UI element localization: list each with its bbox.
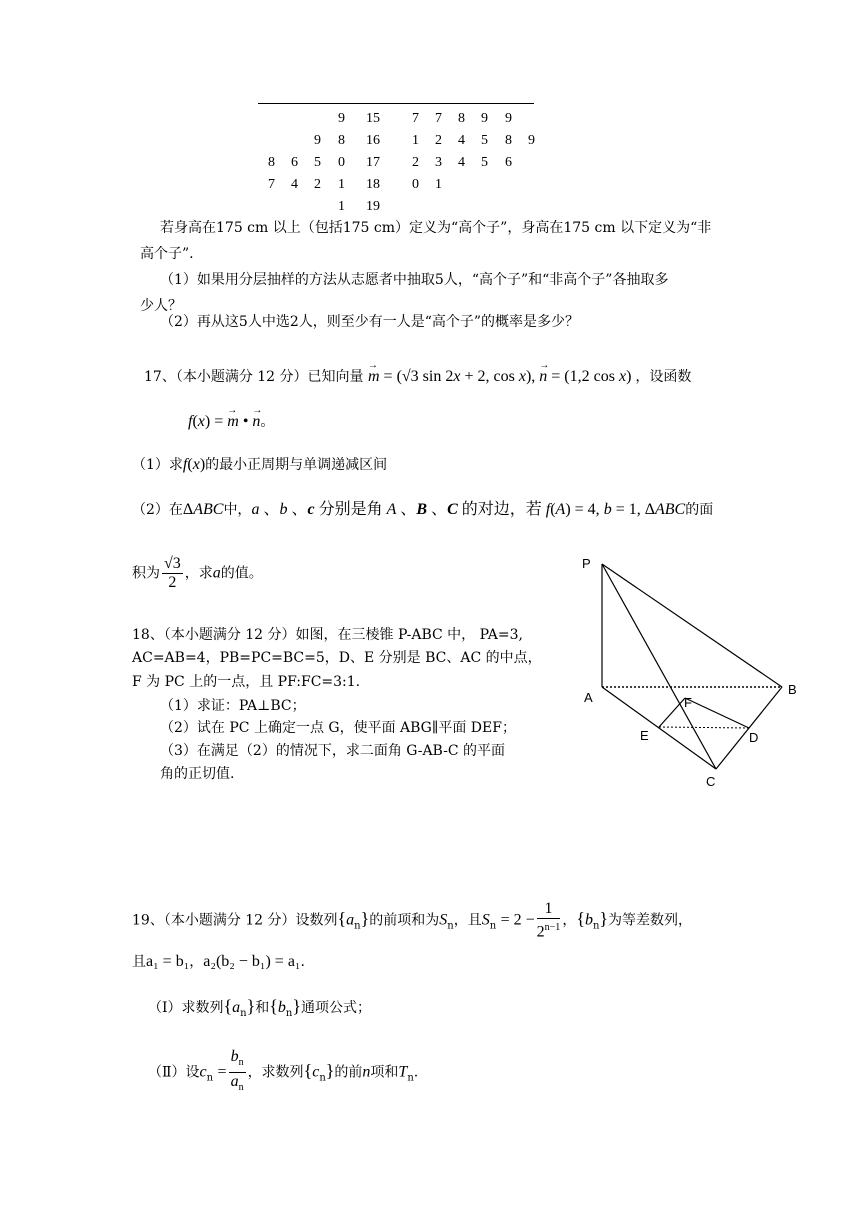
q18-part1: （1）求证：PA⊥BC； bbox=[160, 698, 306, 714]
left-leaf: 9 bbox=[314, 133, 321, 148]
stem-leaf-top-rule bbox=[258, 103, 534, 104]
q19-part2-end: . bbox=[413, 1064, 419, 1081]
stem-leaf-row bbox=[258, 177, 534, 199]
q18-line2: AC=AB=4，PB=PC=BC=5，D、E 分别是 BC、AC 的中点， bbox=[132, 650, 542, 666]
q19-fraction bbox=[537, 900, 561, 941]
q19-tn: T bbox=[398, 1063, 408, 1081]
q19-cn-fraction bbox=[229, 1048, 246, 1097]
q17-end: 的值。 bbox=[220, 565, 263, 582]
right-leaf: 9 bbox=[528, 133, 535, 148]
q19-bn: b bbox=[584, 911, 593, 929]
q19-arith: 为等差数列， bbox=[608, 912, 693, 929]
right-leaf: 7 bbox=[412, 111, 419, 126]
q17-a-var: a bbox=[212, 564, 221, 582]
q16-part1-line2: 少人？ bbox=[140, 298, 182, 314]
label-f: F bbox=[684, 695, 692, 710]
q17-part1-prefix: （1）求 bbox=[132, 457, 183, 473]
q18-line1: 18、（本小题满分 12 分）如图，在三棱锥 P-ABC 中， PA=3, bbox=[132, 627, 523, 643]
q17-vector-expression: → m = (√3 sin 2x + 2, cos x), → n = (1,2 cos x) bbox=[368, 368, 635, 385]
q19-cn: c bbox=[199, 1063, 207, 1081]
segment-fd bbox=[685, 698, 749, 728]
right-leaf: 9 bbox=[481, 111, 488, 126]
q16-part2: （2）再从这5人中选2人，则至少有一人是“高个子”的概率是多少？ bbox=[160, 314, 580, 330]
label-e: E bbox=[640, 728, 649, 743]
q19-an: a bbox=[346, 911, 355, 929]
q19-sn: S bbox=[439, 911, 448, 929]
q19-part2-prefix: （Ⅱ）设 bbox=[148, 1064, 200, 1081]
left-leaf: 8 bbox=[338, 133, 345, 148]
q19-part2-front: 的前 bbox=[334, 1064, 363, 1081]
q17-part1-text: 的最小正周期与单调递减区间 bbox=[205, 457, 388, 473]
q17-triangle: ΔABC bbox=[182, 501, 224, 518]
q17-area-denominator: 2 bbox=[168, 574, 177, 591]
right-leaf: 2 bbox=[435, 133, 442, 148]
q17-part1 bbox=[132, 455, 387, 475]
q19-part1-prefix: （Ⅰ）求数列 bbox=[148, 1000, 224, 1016]
q19-and: ，且 bbox=[453, 912, 482, 929]
label-c: C bbox=[706, 774, 716, 789]
q19-part1: （Ⅰ）求数列$\{a_n\}$和$\{b_n\}$通项公式； bbox=[148, 996, 371, 1019]
q19-eq-two: = 2 − bbox=[500, 911, 535, 929]
edge-pb bbox=[602, 564, 782, 687]
q19-expr1: a₁ = b₁ bbox=[146, 953, 190, 970]
q17-part2-line2 bbox=[132, 555, 263, 592]
right-leaf: 0 bbox=[412, 177, 419, 192]
q17-part2-face: 的面 bbox=[685, 502, 714, 518]
stem: 17 bbox=[366, 155, 380, 170]
q19-sum-text: 的前项和为 bbox=[369, 912, 440, 929]
q18-part2: （2）试在 PC 上确定一点 G，使平面 ABG∥平面 DEF； bbox=[160, 720, 516, 736]
right-leaf: 7 bbox=[435, 111, 442, 126]
stem: 19 bbox=[366, 199, 380, 214]
stem-leaf-row bbox=[258, 111, 534, 133]
q19-part2-n: n bbox=[362, 1063, 371, 1081]
segment-ed bbox=[659, 727, 749, 728]
q19-cn-num: $b_n$ bbox=[229, 1048, 246, 1073]
label-a: A bbox=[584, 690, 593, 705]
q19-line2-end: . bbox=[300, 954, 305, 970]
q19-frac-exp: n−1 bbox=[544, 922, 561, 933]
right-leaf: 5 bbox=[481, 133, 488, 148]
tetrahedron-figure bbox=[578, 552, 808, 792]
right-leaf: 4 bbox=[458, 133, 465, 148]
right-leaf: 4 bbox=[458, 155, 465, 170]
q17-function-expression: f(x) = → m • → n bbox=[188, 413, 260, 430]
edge-ac bbox=[602, 687, 716, 769]
stem: 15 bbox=[366, 111, 380, 126]
q19-part2: （Ⅱ）设$c_n$ = $\frac{b_n}{a_n}$ ，求数列$\{c_n\}$的前n项和$T_n$. bbox=[148, 1048, 418, 1097]
q17-sides-angles: a 、b 、c 分别是角 A 、B 、C 的对边，若 bbox=[251, 501, 546, 518]
left-leaf: 5 bbox=[314, 155, 321, 170]
q19-part1-text: 通项公式； bbox=[301, 1000, 371, 1016]
q19-frac-base: 2 bbox=[536, 923, 545, 941]
left-leaf: 1 bbox=[338, 199, 345, 214]
q19-frac-den bbox=[537, 919, 561, 941]
label-d: D bbox=[749, 730, 759, 745]
q19-cn-den-var: a bbox=[230, 1073, 239, 1091]
left-leaf: 4 bbox=[291, 177, 298, 192]
stem-leaf-row bbox=[258, 133, 534, 155]
q18-part3-line2: 角的正切值. bbox=[160, 766, 235, 782]
q17-part2-in: 中， bbox=[223, 502, 252, 518]
q17-area-numerator: √3 bbox=[164, 555, 181, 572]
right-leaf: 8 bbox=[458, 111, 465, 126]
segment-ef bbox=[659, 698, 685, 727]
left-leaf: 8 bbox=[268, 155, 275, 170]
q19-line2-sep: ， bbox=[189, 954, 204, 970]
left-leaf: 0 bbox=[338, 155, 345, 170]
q19-cn-num-var: b bbox=[230, 1048, 239, 1065]
q17-condition: f(A) = 4, b = 1, ΔABC bbox=[545, 501, 686, 518]
q19-line2-prefix: 且 bbox=[132, 954, 146, 970]
q16-definition-line2: 高个子”. bbox=[140, 246, 194, 262]
right-leaf: 6 bbox=[505, 155, 512, 170]
q16-definition-line1: 若身高在175 cm 以上（包括175 cm）定义为“高个子”，身高在175 cm 以下定义为“非 bbox=[160, 220, 712, 236]
label-b: B bbox=[788, 682, 797, 697]
label-p: P bbox=[582, 556, 591, 571]
q17-area-fraction bbox=[162, 555, 183, 592]
q19-cn-den: $a_n$ bbox=[230, 1073, 244, 1094]
right-leaf: 9 bbox=[505, 111, 512, 126]
right-leaf: 1 bbox=[412, 133, 419, 148]
stem: 16 bbox=[366, 133, 380, 148]
edge-pc bbox=[602, 564, 716, 769]
left-leaf: 6 bbox=[291, 155, 298, 170]
q19-comma: ， bbox=[562, 912, 577, 929]
q17-function-line bbox=[188, 412, 274, 432]
q19-part2-sum: 项和 bbox=[370, 1064, 399, 1081]
q17-area-prefix: 积为 bbox=[132, 565, 160, 582]
stem-leaf-row bbox=[258, 155, 534, 177]
right-leaf: 2 bbox=[412, 155, 419, 170]
right-leaf: 5 bbox=[481, 155, 488, 170]
q17-intro-line bbox=[144, 367, 691, 387]
q17-ask: ，求 bbox=[184, 565, 213, 582]
q19-frac-num: 1 bbox=[537, 900, 561, 919]
q17-part1-fx: f(x) bbox=[182, 456, 206, 473]
right-leaf: 1 bbox=[435, 177, 442, 192]
q19-line2 bbox=[132, 952, 305, 972]
q19-line1: 19、（本小题满分 12 分）设数列$\{a_n\}$的前项和为$S_n$，且$S_n = 2$ − $\frac{1}{2^{n-1}}$ ，$\{b_n\}$为等差数列， bbox=[132, 900, 693, 941]
q17-set-function: ，设函数 bbox=[635, 369, 692, 385]
right-leaf: 8 bbox=[505, 133, 512, 148]
q18-part3-line1: （3）在满足（2）的情况下，求二面角 G-AB-C 的平面 bbox=[160, 743, 505, 759]
q19-expr2: a₂(b₂ − b₁) = a₁ bbox=[203, 953, 301, 970]
q19-intro: 19、（本小题满分 12 分）设数列 bbox=[132, 912, 338, 929]
q16-part1-line1: （1）如果用分层抽样的方法从志愿者中抽取5人，“高个子”和“非高个子”各抽取多 bbox=[160, 272, 669, 288]
q19-sn-eq: S bbox=[481, 911, 490, 929]
q17-intro: 17、（本小题满分 12 分）已知向量 bbox=[144, 369, 364, 385]
q17-function-end: 。 bbox=[260, 414, 275, 430]
q17-part2-prefix: （2）在 bbox=[132, 502, 183, 518]
stem: 18 bbox=[366, 177, 380, 192]
right-leaf: 3 bbox=[435, 155, 442, 170]
left-leaf: 9 bbox=[338, 111, 345, 126]
q19-part2-ask: ，求数列 bbox=[247, 1064, 304, 1081]
left-leaf: 1 bbox=[338, 177, 345, 192]
left-leaf: 7 bbox=[268, 177, 275, 192]
q17-part2-line1 bbox=[132, 500, 713, 520]
q18-line3: F 为 PC 上的一点，且 PF:FC=3:1. bbox=[132, 674, 361, 690]
q19-part1-and: 和 bbox=[255, 1000, 270, 1016]
left-leaf: 2 bbox=[314, 177, 321, 192]
